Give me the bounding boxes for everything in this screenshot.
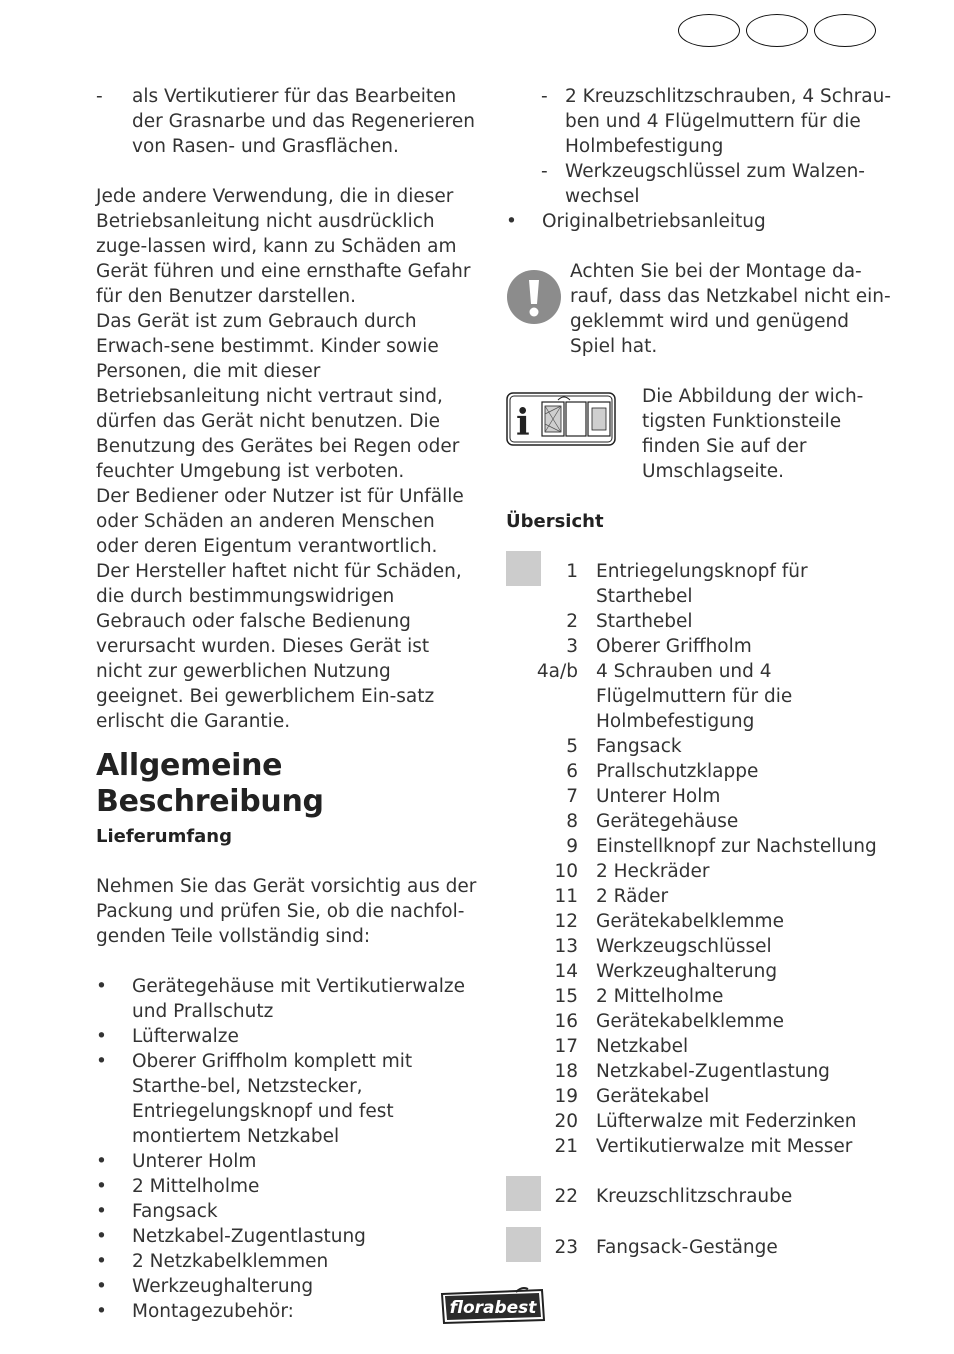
part-number: 16 xyxy=(554,1011,578,1032)
list-item xyxy=(96,1024,480,1049)
bullet-icon: • xyxy=(96,1251,107,1272)
part-name: 4 Schrauben und 4 Flügelmuttern für die Holmbefestigung xyxy=(596,661,793,732)
dash-list-item xyxy=(96,84,480,159)
bullet-icon: • xyxy=(96,1176,107,1197)
florabest-logo xyxy=(438,1286,548,1326)
part-name: Einstellknopf zur Nachstellung xyxy=(596,836,877,857)
dash-marker: - xyxy=(541,86,548,107)
info-manual-icon xyxy=(506,392,616,453)
parts-row xyxy=(506,1009,896,1034)
part-number: 7 xyxy=(566,786,578,807)
dash-list-item xyxy=(506,84,896,159)
list-item-text: Gerätegehäuse mit Vertikutierwalze und Prallschutz xyxy=(132,976,465,1022)
parts-row xyxy=(506,1034,896,1059)
dash-item-text: als Vertikutierer für das Bearbeiten der Grasnarbe und das Regenerieren von Rasen- und Grasflächen. xyxy=(132,86,475,157)
part-name: Gerätekabel xyxy=(596,1086,710,1107)
right-column xyxy=(506,84,896,1260)
exclamation-icon xyxy=(506,269,562,332)
intro-paragraph: Nehmen Sie das Gerät vorsichtig aus der Packung und prüfen Sie, ob die nachfol-genden Teile vollständig sind: xyxy=(96,876,477,947)
parts-row xyxy=(506,1134,896,1159)
bullet-icon: • xyxy=(96,1301,107,1322)
left-column xyxy=(96,84,480,1324)
dash-marker: - xyxy=(96,86,103,107)
parts-row xyxy=(506,934,896,959)
dash-item-text: 2 Kreuzschlitzschrauben, 4 Schrau-ben und 4 Flügelmuttern für die Holmbefestigung xyxy=(565,86,892,157)
part-number: 13 xyxy=(554,936,578,957)
logo-text: florabest xyxy=(449,1298,537,1318)
paragraph: Der Bediener oder Nutzer ist für Unfälle oder Schäden an anderen Menschen oder deren Eigentum verantwortlich. xyxy=(96,486,464,557)
language-badges xyxy=(678,14,876,47)
part-number: 9 xyxy=(566,836,578,857)
list-item xyxy=(96,1049,480,1149)
part-number: 6 xyxy=(566,761,578,782)
part-number: 18 xyxy=(554,1061,578,1082)
part-name: Fangsack-Gestänge xyxy=(596,1237,778,1258)
list-item xyxy=(506,209,896,234)
part-number: 17 xyxy=(554,1036,578,1057)
placeholder-grey-box xyxy=(506,1176,541,1211)
section-title xyxy=(96,748,480,820)
part-name: Netzkabel xyxy=(596,1036,689,1057)
language-badge xyxy=(678,14,740,47)
list-item xyxy=(96,974,480,1024)
list-item xyxy=(96,1199,480,1224)
part-number: 10 xyxy=(554,861,578,882)
language-badge xyxy=(814,14,876,47)
part-name: Starthebel xyxy=(596,611,693,632)
part-name: Gerätekabelklemme xyxy=(596,1011,784,1032)
part-name: 2 Heckräder xyxy=(596,861,710,882)
list-item xyxy=(96,1224,480,1249)
paragraph: Das Gerät ist zum Gebrauch durch Erwach-sene bestimmt. Kinder sowie Personen, die mit dieser Betriebsanleitung nicht vertraut sind, dürfen das Gerät nicht benutzen. Die Benutzung des Gerätes bei Regen oder feuchter Umgebung ist verboten. xyxy=(96,311,460,482)
parts-row xyxy=(506,1184,896,1209)
list-item-text: 2 Netzkabelklemmen xyxy=(132,1251,329,1272)
list-item-text: Fangsack xyxy=(132,1201,218,1222)
list-item xyxy=(96,1249,480,1274)
placeholder-grey-box xyxy=(506,1227,541,1262)
info-note xyxy=(506,384,896,484)
parts-row xyxy=(506,1059,896,1084)
list-item-text: Oberer Griffholm komplett mit Starthe-bel, Netzstecker, Entriegelungsknopf und fest montiertem Netzkabel xyxy=(132,1051,413,1147)
part-number: 12 xyxy=(554,911,578,932)
parts-row xyxy=(506,734,896,759)
placeholder-grey-box xyxy=(506,551,541,586)
bullet-icon: • xyxy=(96,1051,107,1072)
notice-text: Achten Sie bei der Montage da-rauf, dass das Netzkabel nicht ein-geklemmt wird und genügend Spiel hat. xyxy=(570,261,891,357)
part-name: Gerätegehäuse xyxy=(596,811,739,832)
part-name: Unterer Holm xyxy=(596,786,721,807)
list-item-text: Unterer Holm xyxy=(132,1151,257,1172)
parts-row xyxy=(506,809,896,834)
part-name: Gerätekabelklemme xyxy=(596,911,784,932)
parts-row xyxy=(506,859,896,884)
parts-row xyxy=(506,884,896,909)
dash-item-text: Werkzeugschlüssel zum Walzen-wechsel xyxy=(565,161,865,207)
parts-row xyxy=(506,634,896,659)
subheading-lieferumfang: Lieferumfang xyxy=(96,826,233,847)
part-number: 3 xyxy=(566,636,578,657)
parts-row xyxy=(506,609,896,634)
part-number: 22 xyxy=(554,1186,578,1207)
paragraph: Der Hersteller haftet nicht für Schäden, die durch bestimmungswidrigen Gebrauch oder falsche Bedienung verursacht wurden. Dieses Gerät ist nicht zur gewerblichen Nutzung geeignet. Bei gewerblichem Ein-satz erlischt die Garantie. xyxy=(96,561,462,732)
part-number: 5 xyxy=(566,736,578,757)
info-text: Die Abbildung der wich-tigsten Funktionsteile finden Sie auf der Umschlagseite. xyxy=(642,386,864,482)
part-number: 1 xyxy=(566,561,578,582)
part-number: 21 xyxy=(554,1136,578,1157)
part-number: 14 xyxy=(554,961,578,982)
part-number: 8 xyxy=(566,811,578,832)
list-item-text: Originalbetriebsanleitug xyxy=(542,211,766,232)
parts-list xyxy=(506,559,896,1260)
list-item-text: Netzkabel-Zugentlastung xyxy=(132,1226,366,1247)
bullet-icon: • xyxy=(96,1201,107,1222)
parts-row xyxy=(506,759,896,784)
parts-row xyxy=(506,559,896,609)
paragraph: Jede andere Verwendung, die in dieser Betriebsanleitung nicht ausdrücklich zuge-lassen wird, kann zu Schäden am Gerät führen und eine ernsthafte Gefahr für den Benutzer darstellen. xyxy=(96,186,471,307)
part-name: Oberer Griffholm xyxy=(596,636,752,657)
bullet-icon: • xyxy=(96,1151,107,1172)
list-item-text: 2 Mittelholme xyxy=(132,1176,260,1197)
parts-row xyxy=(506,984,896,1009)
part-name: 2 Räder xyxy=(596,886,669,907)
part-number: 11 xyxy=(554,886,578,907)
delivery-list xyxy=(96,974,480,1324)
bullet-icon: • xyxy=(96,1276,107,1297)
part-name: Fangsack xyxy=(596,736,682,757)
part-number: 19 xyxy=(554,1086,578,1107)
assembly-notice xyxy=(506,259,896,359)
part-name: Entriegelungsknopf für Starthebel xyxy=(596,561,808,607)
language-badge xyxy=(746,14,808,47)
part-name: 2 Mittelholme xyxy=(596,986,724,1007)
part-name: Netzkabel-Zugentlastung xyxy=(596,1061,830,1082)
list-item xyxy=(96,1174,480,1199)
list-item xyxy=(96,1149,480,1174)
bullet-icon: • xyxy=(96,1026,107,1047)
parts-row xyxy=(506,909,896,934)
parts-row xyxy=(506,1109,896,1134)
dash-marker: - xyxy=(541,161,548,182)
parts-row xyxy=(506,784,896,809)
part-number: 20 xyxy=(554,1111,578,1132)
list-item-text: Lüfterwalze xyxy=(132,1026,239,1047)
list-item xyxy=(96,1274,480,1299)
bullet-icon: • xyxy=(506,211,517,232)
part-number: 4a/b xyxy=(536,661,578,682)
parts-row xyxy=(506,834,896,859)
part-number: 15 xyxy=(554,986,578,1007)
bullet-icon: • xyxy=(96,976,107,997)
part-name: Werkzeughalterung xyxy=(596,961,778,982)
part-name: Lüfterwalze mit Federzinken xyxy=(596,1111,857,1132)
parts-row xyxy=(506,659,896,734)
list-item-text: Montagezubehör: xyxy=(132,1301,294,1322)
part-number: 23 xyxy=(554,1237,578,1258)
part-name: Kreuzschlitzschraube xyxy=(596,1186,793,1207)
part-name: Prallschutzklappe xyxy=(596,761,759,782)
bullet-icon: • xyxy=(96,1226,107,1247)
list-item xyxy=(96,1299,480,1324)
dash-list-item xyxy=(506,159,896,209)
parts-row xyxy=(506,1084,896,1109)
part-number: 2 xyxy=(566,611,578,632)
part-name: Vertikutierwalze mit Messer xyxy=(596,1136,853,1157)
parts-row xyxy=(506,1235,896,1260)
list-item-text: Werkzeughalterung xyxy=(132,1276,314,1297)
parts-row xyxy=(506,959,896,984)
svg-text:i: i xyxy=(516,402,530,444)
part-name: Werkzeugschlüssel xyxy=(596,936,772,957)
section-title-line: Allgemeine xyxy=(96,748,283,783)
section-title-line: Beschreibung xyxy=(96,784,324,819)
subheading-uebersicht: Übersicht xyxy=(506,511,604,532)
